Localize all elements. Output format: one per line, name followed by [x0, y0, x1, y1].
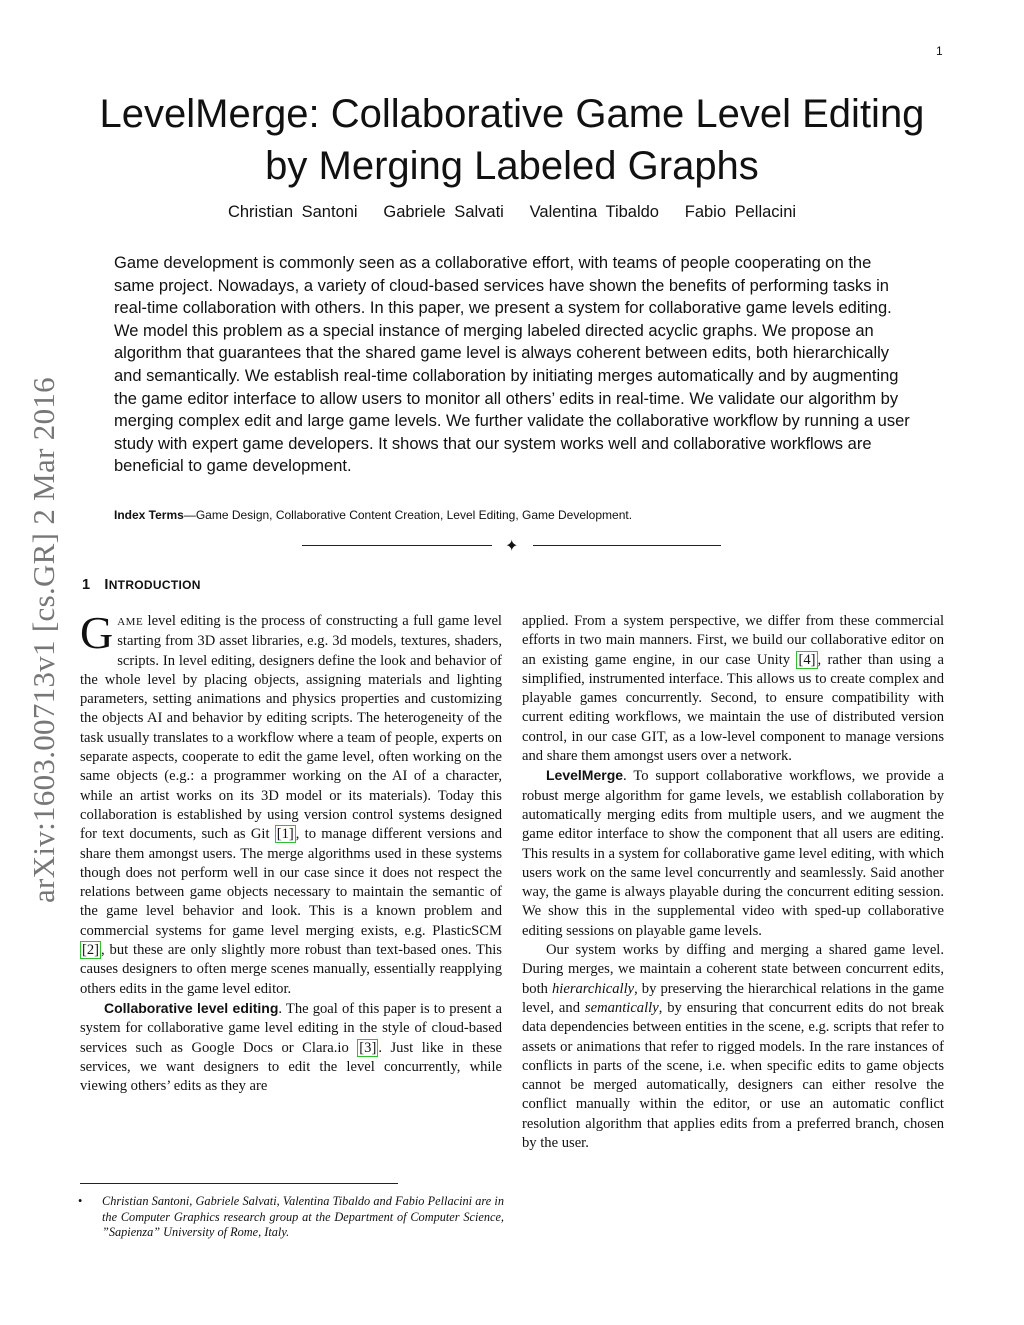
text-run: applied. From a system perspective, we differ from these commercial efforts in two main manners. First, we build our collaborative editor on an existing game engine, in our case Unity	[522, 613, 944, 668]
abstract	[114, 252, 912, 478]
text-run: , but these are only slightly more robust than text-based ones. This causes designers to often merge scenes manually, essentially reapplying others edits in the game level editor.	[80, 942, 502, 997]
left-column	[80, 607, 502, 1096]
section-heading-introduction	[82, 577, 201, 593]
text-run: . To support collaborative workflows, we provide a robust merge algorithm for game levels, we establish collaboration by automatically merging edits from multiple users, and we augment the game editor interface to show the component that all users are editing. This results in a system for collaborative game level editing, with which users work on the same level concurrently and seamlessly. Said another way, the game is always playable during the concurrent editing session. We show this in the supplemental video with sped-up collaborative editing sessions on playable game levels.	[522, 768, 944, 939]
emphasis: semantically	[584, 999, 659, 1016]
text-run: , to manage different versions and share them amongst users. The merge algorithms used in these systems though does not perform well in our case since it does not respect the relations between game objects necessary to maintain the semantic of the game level behavior and look. This is a known problem and commercial systems for game level merging exists, e.g. PlasticSCM	[80, 826, 502, 939]
section-title-initial: I	[104, 577, 109, 593]
divider-rule-right	[533, 545, 721, 546]
levelmerge-paragraph	[522, 766, 944, 941]
abstract-text: Game development is commonly seen as a collaborative effort, with teams of people cooperating on the same project. Nowadays, a variety of cloud-based services have shown the benefits of performing tasks in real-time collaboration with others. In this paper, we present a system for collaborative game levels editing. We model this problem as a special instance of merging labeled directed acyclic graphs. We propose an algorithm that guarantees that the shared game level is always coherent between edits, both hierarchically and semantically. We establish real-time collaboration by initiating merges automatically and by augmenting the game editor interface to allow users to monitor all others’ edits in real-time. We validate our algorithm by merging complex edit and large game levels. We further validate the collaborative workflow by running a user study with expert game developers. It shows that our system works well and collaborative workflows are beneficial to game development.	[114, 254, 910, 476]
citation-link[interactable]: [1]	[276, 826, 294, 843]
author: Valentina Tibaldo	[529, 203, 659, 221]
index-terms	[114, 508, 912, 522]
footnote-text: Christian Santoni, Gabriele Salvati, Valentina Tibaldo and Fabio Pellacini are in the Computer Graphics research group at the Department of Computer Science, ”Sapienza” University of Rome, Italy.	[102, 1194, 504, 1240]
citation-link[interactable]: [4]	[798, 651, 816, 668]
author-list	[80, 203, 944, 222]
text-run: . Just like in these services, we want designers to edit the level concurrently, while viewing others’ edits as they are	[80, 1039, 502, 1095]
system-paragraph	[522, 941, 944, 1153]
author: Christian Santoni	[227, 203, 358, 221]
footnote-bullet: •	[78, 1194, 83, 1208]
drop-cap: G	[80, 607, 114, 658]
title-line-2: by Merging Labeled Graphs	[265, 144, 759, 188]
section-title-rest: NTRODUCTION	[108, 578, 201, 592]
section-number: 1	[82, 577, 91, 593]
text-run: , rather than using a simplified, instrumented interface. This allows us to create complex and playable games concurrently. Second, to ensure compatibility with current editing workflows, we maintain the use of distributed version control, in our case GIT, as a low-level component to manage versions and share them amongst users over a network.	[522, 651, 945, 765]
index-terms-label: Index Terms	[114, 508, 184, 522]
text-run: level editing is the process of constructing a full game level starting from 3D asset libraries, e.g. 3d models, textures, shaders, scripts. In level editing, designers define the look and behavior of the whole level by placing objects, assigning materials and lighting parameters, setting animations and physics properties and customizing the objects AI and behavior by editing scripts. The heterogeneity of the task usually translates to a workflow where a team of people, experts on separate aspects, cooperate to edit the game level, often working on the same objects (e.g.: a programmer working on the AI of a character, while an artist works on its 3D model or its materials). Today this collaboration is established by using version control systems designed for text documents, such as Git	[80, 613, 502, 843]
index-terms-text: —Game Design, Collaborative Content Creation, Level Editing, Game Development.	[183, 508, 633, 522]
divider-diamond-icon: ✦	[505, 536, 519, 555]
text-run: , by ensuring that concurrent edits do not break data dependencies between entities in the scene, e.g. scripts that refer to assets or animations that refer to rigged models. In the rare instances of conflicts in parts of the scene, i.e. when specific edits to game objects cannot be merged automatically, designers can either resolve the conflict manually within the editor, or use an automatic conflict resolution algorithm that applies edits from a preferred branch, chosen by the user.	[522, 999, 944, 1152]
author: Fabio Pellacini	[684, 203, 797, 221]
arxiv-stamp: arXiv:1603.00713v1 [cs.GR] 2 Mar 2016	[26, 377, 61, 903]
runin-heading: LevelMerge	[546, 767, 624, 784]
text-run: Our system works by diffing and merging a shared game level. During merges, we maintain a coherent state between concurrent edits, both	[522, 942, 944, 997]
runin-heading: Collaborative level editing	[104, 999, 279, 1016]
footnote-rule	[80, 1183, 398, 1184]
emphasis: hierarchically	[551, 980, 635, 997]
citation-link[interactable]: [2]	[82, 942, 100, 959]
collaborative-editing-paragraph	[80, 999, 502, 1096]
title-line-1: LevelMerge: Collaborative Game Level Editing	[99, 92, 925, 136]
smallcaps-word: AME	[117, 616, 144, 628]
continued-paragraph	[522, 612, 944, 766]
author: Gabriele Salvati	[383, 203, 504, 221]
citation-link[interactable]: [3]	[359, 1039, 377, 1056]
section-divider	[0, 536, 1024, 555]
intro-paragraph	[80, 607, 502, 999]
paper-title	[80, 88, 944, 192]
text-run: , by preserving the hierarchical relations in the game level, and	[522, 980, 944, 1016]
author-affiliation-footnote	[80, 1194, 504, 1241]
divider-rule-left	[302, 545, 492, 546]
text-run: . The goal of this paper is to present a system for collaborative game level editing in the style of cloud-based services such as Google Docs or Clara.io	[80, 1000, 502, 1056]
page-number: 1	[936, 44, 943, 58]
right-column	[522, 612, 944, 1153]
